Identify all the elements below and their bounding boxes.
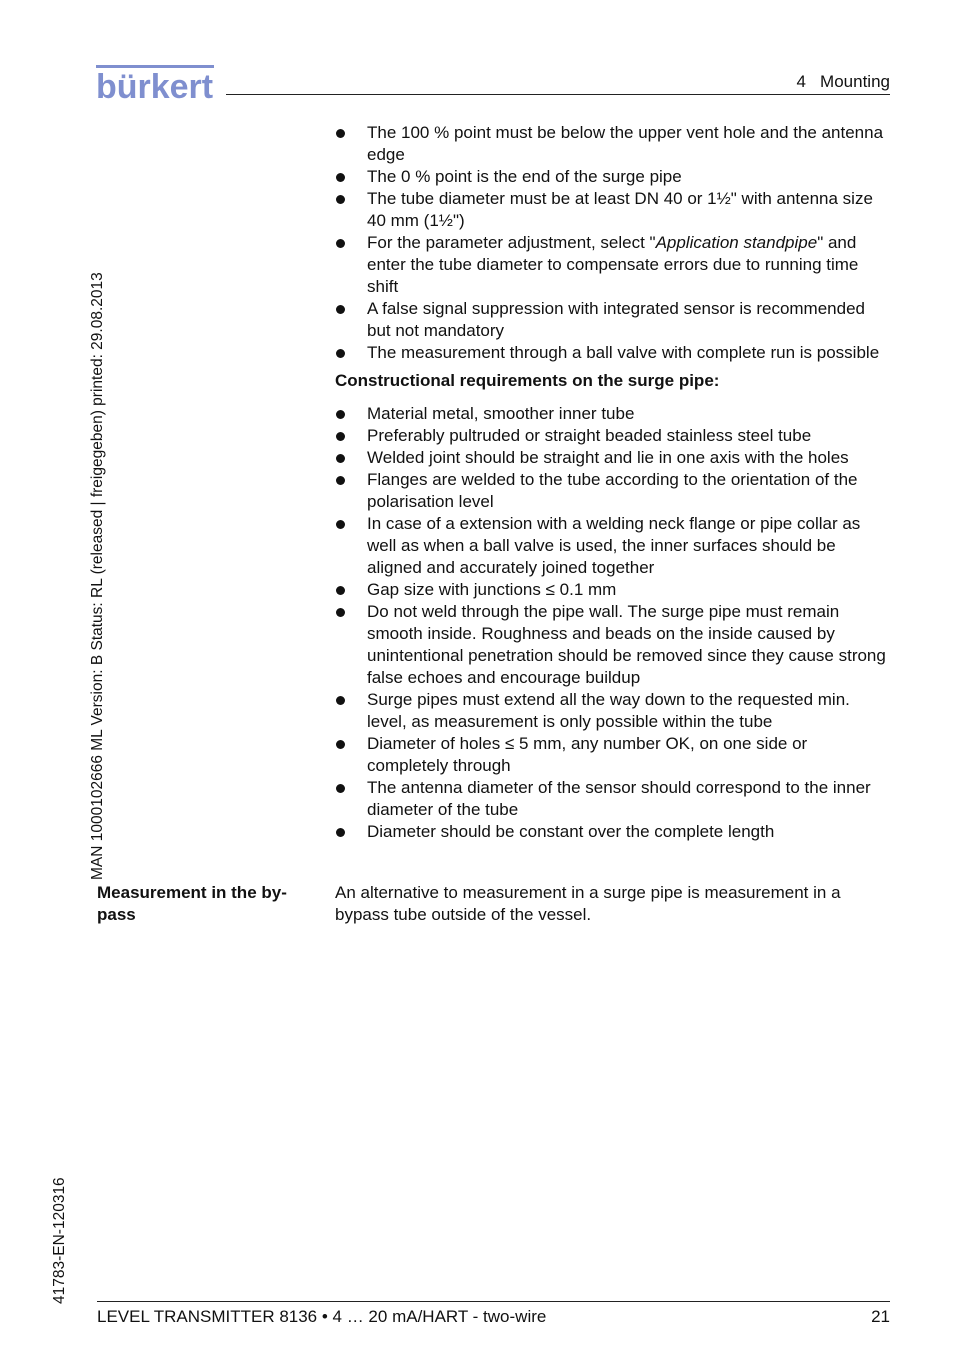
section-text: An alternative to measurement in a surge pipe is measurement in a bypass tube outside of the vessel. bbox=[335, 883, 841, 924]
bullet-list-requirements bbox=[335, 403, 891, 843]
list-item: Diameter of holes ≤ 5 mm, any number OK, on one side or completely through bbox=[335, 733, 891, 777]
list-item: The 100 % point must be below the upper vent hole and the antenna edge bbox=[335, 122, 891, 166]
list-item: Preferably pultruded or straight beaded stainless steel tube bbox=[335, 425, 891, 447]
list-item: Do not weld through the pipe wall. The surge pipe must remain smooth inside. Roughness and beads on the inside caused by unintentional penetration should be removed since they cause strong false echoes and encourage buildup bbox=[335, 601, 891, 689]
list-item: The measurement through a ball valve with complete run is possible bbox=[335, 342, 891, 364]
parameter-name: Application standpipe bbox=[655, 233, 818, 252]
header-rule bbox=[226, 94, 890, 95]
list-text: For the parameter adjustment, select " bbox=[367, 233, 656, 252]
section-label: Measurement in the by-pass bbox=[97, 883, 287, 924]
list-item: The 0 % point is the end of the surge pipe bbox=[335, 166, 891, 188]
chapter-title: 4 Mounting bbox=[796, 72, 890, 91]
list-item: Flanges are welded to the tube according to the orientation of the polarisation level bbox=[335, 469, 891, 513]
list-item: Welded joint should be straight and lie in one axis with the holes bbox=[335, 447, 891, 469]
main-content bbox=[335, 122, 891, 843]
list-item: Gap size with junctions ≤ 0.1 mm bbox=[335, 579, 891, 601]
page-number: 21 bbox=[871, 1307, 890, 1326]
list-item: Diameter should be constant over the complete length bbox=[335, 821, 891, 843]
list-item: A false signal suppression with integrated sensor is recommended but not mandatory bbox=[335, 298, 891, 342]
list-item: In case of a extension with a welding neck flange or pipe collar as well as when a ball valve is used, the inner surfaces should be aligned and accurately joined together bbox=[335, 513, 891, 579]
subheading: Constructional requirements on the surge pipe: bbox=[335, 371, 720, 390]
document-id-vertical: 41783-EN-120316 bbox=[51, 1177, 68, 1304]
logo-wordmark: bürkert bbox=[96, 68, 213, 102]
list-item: The tube diameter must be at least DN 40 or 1½" with antenna size 40 mm (1½") bbox=[335, 188, 891, 232]
list-item bbox=[335, 232, 891, 298]
bullet-list-surge-pipe bbox=[335, 122, 891, 364]
list-item: The antenna diameter of the sensor should correspond to the inner diameter of the tube bbox=[335, 777, 891, 821]
list-text: " and enter the tube diameter to compensate errors due to running time shift bbox=[367, 233, 859, 296]
list-item: Surge pipes must extend all the way down to the requested min. level, as measurement is only possible within the tube bbox=[335, 689, 891, 733]
document-info-vertical: MAN 1000102666 ML Version: B Status: RL (released | freigegeben) printed: 29.08.2013 bbox=[89, 272, 106, 880]
burkert-logo bbox=[96, 62, 214, 102]
list-item: Material metal, smoother inner tube bbox=[335, 403, 891, 425]
footer-title: LEVEL TRANSMITTER 8136 • 4 … 20 mA/HART - two-wire bbox=[97, 1307, 547, 1326]
footer-rule bbox=[97, 1301, 890, 1302]
